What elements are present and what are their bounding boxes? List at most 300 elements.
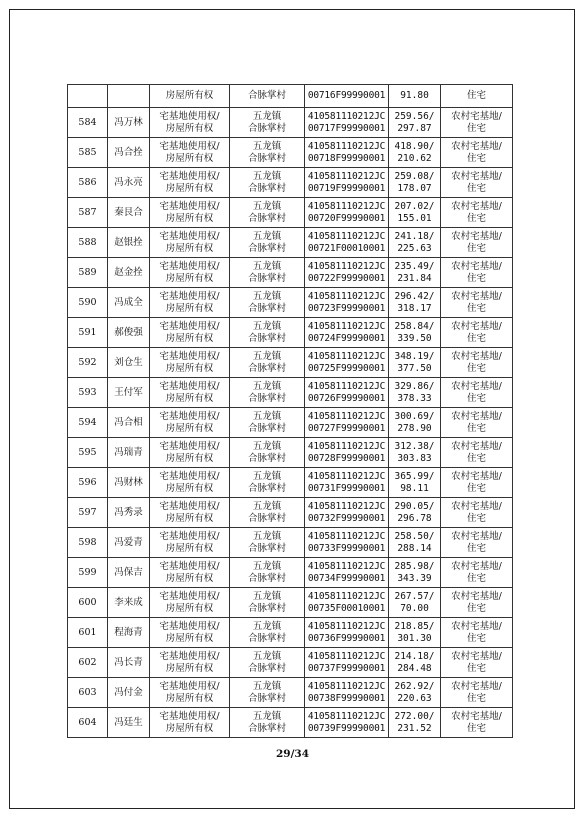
location-cell [230, 108, 305, 138]
unit-code-cell-line: 00733F99990001 [307, 542, 386, 554]
area-cell-line: 258.84/ [394, 320, 435, 332]
unit-code-cell-line: 00734F99990001 [307, 572, 386, 584]
use-cell [441, 438, 513, 468]
area-cell [389, 168, 441, 198]
use-cell-line: 农村宅基地/ [451, 200, 502, 212]
use-cell [441, 348, 513, 378]
right-type-cell [150, 558, 230, 588]
owner-name-cell: 冯秀录 [108, 498, 150, 528]
use-cell-line: 农村宅基地/ [451, 260, 502, 272]
location-cell-line: 合脉掌村 [247, 662, 286, 674]
owner-name-cell: 赵金拴 [108, 258, 150, 288]
unit-code-cell-line: 00732F99990001 [307, 512, 386, 524]
location-cell [230, 528, 305, 558]
unit-code-cell-line: 410581110212JC [307, 110, 386, 122]
use-cell-line: 住宅 [466, 662, 486, 674]
right-type-cell-line: 宅基地使用权/ [159, 530, 220, 542]
unit-code-cell-line: 410581110212JC [307, 350, 386, 362]
location-cell-line: 五龙镇 [252, 620, 282, 632]
use-cell-line: 住宅 [466, 302, 486, 314]
area-cell [389, 498, 441, 528]
right-type-cell-line: 房屋所有权 [165, 602, 214, 614]
use-cell-line: 农村宅基地/ [451, 410, 502, 422]
unit-code-cell [305, 378, 389, 408]
location-cell-line: 五龙镇 [252, 320, 282, 332]
unit-code-cell-line: 00736F99990001 [307, 632, 386, 644]
unit-code-cell-line: 410581110212JC [307, 170, 386, 182]
location-cell-line: 五龙镇 [252, 170, 282, 182]
row-number-cell: 584 [68, 108, 108, 138]
location-cell-line: 合脉掌村 [247, 332, 286, 344]
location-cell [230, 498, 305, 528]
unit-code-cell [305, 258, 389, 288]
location-cell-line: 合脉掌村 [247, 572, 286, 584]
table-row [68, 378, 513, 408]
use-cell: 住宅 [441, 85, 513, 108]
unit-code-cell-line: 410581110212JC [307, 380, 386, 392]
area-cell-line: 288.14 [397, 542, 432, 554]
use-cell [441, 318, 513, 348]
right-type-cell-line: 房屋所有权 [165, 722, 214, 734]
unit-code-cell-line: 410581110212JC [307, 410, 386, 422]
owner-name-cell: 冯瑞青 [108, 438, 150, 468]
right-type-cell-line: 房屋所有权 [165, 662, 214, 674]
use-cell [441, 708, 513, 738]
use-cell-line: 农村宅基地/ [451, 500, 502, 512]
table-row [68, 258, 513, 288]
location-cell-line: 五龙镇 [252, 560, 282, 572]
area-cell-line: 296.42/ [394, 290, 435, 302]
right-type-cell [150, 438, 230, 468]
area-cell-line: 365.99/ [394, 470, 435, 482]
table-row [68, 528, 513, 558]
right-type-cell-line: 宅基地使用权/ [159, 350, 220, 362]
table-row [68, 438, 513, 468]
area-cell-line: 297.87 [397, 122, 432, 134]
unit-code-cell-line: 410581110212JC [307, 590, 386, 602]
unit-code-cell-line: 410581110212JC [307, 140, 386, 152]
location-cell [230, 348, 305, 378]
unit-code-cell [305, 708, 389, 738]
right-type-cell-line: 房屋所有权 [165, 512, 214, 524]
area-cell [389, 258, 441, 288]
use-cell-line: 住宅 [466, 332, 486, 344]
table-row [68, 228, 513, 258]
right-type-cell-line: 宅基地使用权/ [159, 710, 220, 722]
right-type-cell-line: 宅基地使用权/ [159, 620, 220, 632]
use-cell [441, 228, 513, 258]
area-cell-line: 278.90 [397, 422, 432, 434]
use-cell-line: 农村宅基地/ [451, 470, 502, 482]
right-type-cell: 房屋所有权 [150, 85, 230, 108]
row-number-cell: 586 [68, 168, 108, 198]
location-cell-line: 合脉掌村 [247, 722, 286, 734]
table-row [68, 558, 513, 588]
use-cell-line: 住宅 [466, 572, 486, 584]
use-cell-line: 住宅 [466, 272, 486, 284]
right-type-cell-line: 宅基地使用权/ [159, 200, 220, 212]
owner-name-cell: 赵银拴 [108, 228, 150, 258]
owner-name-cell: 冯永亮 [108, 168, 150, 198]
unit-code-cell-line: 00726F99990001 [307, 392, 386, 404]
area-cell-line: 296.78 [397, 512, 432, 524]
row-number-cell: 599 [68, 558, 108, 588]
unit-code-cell [305, 678, 389, 708]
area-cell [389, 348, 441, 378]
use-cell-line: 住宅 [466, 692, 486, 704]
area-cell-line: 418.90/ [394, 140, 435, 152]
location-cell-line: 合脉掌村 [247, 632, 286, 644]
right-type-cell-line: 房屋所有权 [165, 242, 214, 254]
use-cell-line: 农村宅基地/ [451, 710, 502, 722]
location-cell-line: 合脉掌村 [247, 452, 286, 464]
use-cell-line: 住宅 [466, 482, 486, 494]
row-number-cell: 603 [68, 678, 108, 708]
location-cell-line: 合脉掌村 [247, 692, 286, 704]
owner-name-cell: 冯万林 [108, 108, 150, 138]
location-cell-line: 合脉掌村 [247, 122, 286, 134]
row-number-cell: 597 [68, 498, 108, 528]
use-cell [441, 168, 513, 198]
unit-code-cell [305, 528, 389, 558]
owner-name-cell: 冯廷生 [108, 708, 150, 738]
table-row [68, 85, 513, 108]
table-row [68, 168, 513, 198]
location-cell-line: 合脉掌村 [247, 182, 286, 194]
use-cell-line: 农村宅基地/ [451, 230, 502, 242]
row-number-cell: 592 [68, 348, 108, 378]
right-type-cell-line: 房屋所有权 [165, 332, 214, 344]
area-cell [389, 408, 441, 438]
use-cell-line: 住宅 [466, 542, 486, 554]
use-cell-line: 住宅 [466, 242, 486, 254]
use-cell [441, 408, 513, 438]
right-type-cell [150, 138, 230, 168]
area-cell-line: 259.08/ [394, 170, 435, 182]
area-cell-line: 312.38/ [394, 440, 435, 452]
area-cell-line: 218.85/ [394, 620, 435, 632]
location-cell [230, 468, 305, 498]
use-cell [441, 618, 513, 648]
unit-code-cell-line: 00721F00010001 [307, 242, 386, 254]
use-cell-line: 住宅 [466, 632, 486, 644]
right-type-cell [150, 408, 230, 438]
row-number-cell [68, 85, 108, 108]
owner-name-cell: 冯保吉 [108, 558, 150, 588]
location-cell-line: 五龙镇 [252, 590, 282, 602]
row-number-cell: 600 [68, 588, 108, 618]
right-type-cell-line: 宅基地使用权/ [159, 590, 220, 602]
use-cell-line: 农村宅基地/ [451, 170, 502, 182]
row-number-cell: 585 [68, 138, 108, 168]
area-cell [389, 138, 441, 168]
right-type-cell-line: 宅基地使用权/ [159, 230, 220, 242]
table-row [68, 498, 513, 528]
area-cell [389, 318, 441, 348]
area-cell-line: 343.39 [397, 572, 432, 584]
area-cell-line: 235.49/ [394, 260, 435, 272]
use-cell-line: 农村宅基地/ [451, 560, 502, 572]
location-cell-line: 五龙镇 [252, 380, 282, 392]
location-cell [230, 198, 305, 228]
area-cell-line: 267.57/ [394, 590, 435, 602]
property-registry-table [67, 84, 513, 738]
location-cell-line: 合脉掌村 [247, 302, 286, 314]
area-cell-line: 284.48 [397, 662, 432, 674]
right-type-cell [150, 588, 230, 618]
owner-name-cell: 冯付金 [108, 678, 150, 708]
use-cell-line: 住宅 [466, 602, 486, 614]
use-cell-line: 农村宅基地/ [451, 350, 502, 362]
right-type-cell [150, 678, 230, 708]
use-cell [441, 258, 513, 288]
right-type-cell-line: 房屋所有权 [165, 392, 214, 404]
right-type-cell [150, 468, 230, 498]
table-row [68, 348, 513, 378]
unit-code-cell [305, 108, 389, 138]
use-cell-line: 住宅 [466, 362, 486, 374]
table-row [68, 318, 513, 348]
area-cell-line: 272.00/ [394, 710, 435, 722]
use-cell [441, 588, 513, 618]
use-cell-line: 农村宅基地/ [451, 650, 502, 662]
use-cell-line: 农村宅基地/ [451, 320, 502, 332]
right-type-cell [150, 168, 230, 198]
right-type-cell-line: 宅基地使用权/ [159, 500, 220, 512]
unit-code-cell [305, 288, 389, 318]
unit-code-cell-line: 410581110212JC [307, 650, 386, 662]
table-row [68, 678, 513, 708]
unit-code-cell-line: 410581110212JC [307, 500, 386, 512]
right-type-cell-line: 宅基地使用权/ [159, 560, 220, 572]
location-cell-line: 五龙镇 [252, 440, 282, 452]
area-cell [389, 528, 441, 558]
right-type-cell-line: 房屋所有权 [165, 182, 214, 194]
location-cell-line: 五龙镇 [252, 110, 282, 122]
unit-code-cell-line: 00723F99990001 [307, 302, 386, 314]
unit-code-cell-line: 00725F99990001 [307, 362, 386, 374]
location-cell-line: 合脉掌村 [247, 512, 286, 524]
area-cell-line: 262.92/ [394, 680, 435, 692]
unit-code-cell-line: 00722F99990001 [307, 272, 386, 284]
unit-code-cell-line: 410581110212JC [307, 680, 386, 692]
use-cell-line: 农村宅基地/ [451, 530, 502, 542]
owner-name-cell: 冯成全 [108, 288, 150, 318]
unit-code-cell-line: 410581110212JC [307, 560, 386, 572]
unit-code-cell [305, 198, 389, 228]
owner-name-cell: 冯财林 [108, 468, 150, 498]
right-type-cell [150, 528, 230, 558]
use-cell [441, 528, 513, 558]
location-cell [230, 288, 305, 318]
right-type-cell-line: 房屋所有权 [165, 572, 214, 584]
location-cell-line: 五龙镇 [252, 650, 282, 662]
unit-code-cell [305, 468, 389, 498]
unit-code-cell-line: 00731F99990001 [307, 482, 386, 494]
unit-code-cell-line: 00717F99990001 [307, 122, 386, 134]
right-type-cell-line: 房屋所有权 [165, 212, 214, 224]
area-cell-line: 231.52 [397, 722, 432, 734]
area-cell-line: 214.18/ [394, 650, 435, 662]
use-cell-line: 农村宅基地/ [451, 680, 502, 692]
area-cell: 91.80 [389, 85, 441, 108]
unit-code-cell-line: 00727F99990001 [307, 422, 386, 434]
unit-code-cell: 00716F99990001 [305, 85, 389, 108]
page-number-separator: / [290, 748, 295, 760]
use-cell-line: 住宅 [466, 122, 486, 134]
use-cell-line: 住宅 [466, 392, 486, 404]
location-cell [230, 228, 305, 258]
location-cell-line: 五龙镇 [252, 680, 282, 692]
area-cell [389, 588, 441, 618]
row-number-cell: 602 [68, 648, 108, 678]
location-cell-line: 合脉掌村 [247, 392, 286, 404]
table-row [68, 288, 513, 318]
location-cell-line: 合脉掌村 [247, 242, 286, 254]
right-type-cell [150, 198, 230, 228]
unit-code-cell-line: 00718F99990001 [307, 152, 386, 164]
unit-code-cell-line: 00724F99990001 [307, 332, 386, 344]
unit-code-cell-line: 410581110212JC [307, 530, 386, 542]
area-cell-line: 231.84 [397, 272, 432, 284]
right-type-cell [150, 318, 230, 348]
right-type-cell [150, 288, 230, 318]
location-cell-line: 合脉掌村 [247, 602, 286, 614]
table-row [68, 408, 513, 438]
table-row [68, 468, 513, 498]
area-cell-line: 70.00 [400, 602, 429, 614]
right-type-cell [150, 108, 230, 138]
location-cell [230, 678, 305, 708]
right-type-cell-line: 宅基地使用权/ [159, 110, 220, 122]
location-cell-line: 五龙镇 [252, 260, 282, 272]
page-number [0, 748, 585, 760]
row-number-cell: 598 [68, 528, 108, 558]
area-cell-line: 285.98/ [394, 560, 435, 572]
area-cell [389, 558, 441, 588]
right-type-cell-line: 宅基地使用权/ [159, 290, 220, 302]
unit-code-cell-line: 410581110212JC [307, 200, 386, 212]
location-cell-line: 五龙镇 [252, 350, 282, 362]
use-cell-line: 住宅 [466, 512, 486, 524]
area-cell-line: 207.02/ [394, 200, 435, 212]
row-number-cell: 604 [68, 708, 108, 738]
right-type-cell-line: 宅基地使用权/ [159, 680, 220, 692]
area-cell [389, 288, 441, 318]
unit-code-cell-line: 00738F99990001 [307, 692, 386, 704]
unit-code-cell [305, 558, 389, 588]
unit-code-cell [305, 648, 389, 678]
right-type-cell-line: 房屋所有权 [165, 632, 214, 644]
unit-code-cell-line: 410581110212JC [307, 440, 386, 452]
registry-body [68, 85, 513, 738]
area-cell-line: 220.63 [397, 692, 432, 704]
row-number-cell: 593 [68, 378, 108, 408]
area-cell-line: 259.56/ [394, 110, 435, 122]
location-cell [230, 438, 305, 468]
use-cell [441, 498, 513, 528]
row-number-cell: 601 [68, 618, 108, 648]
right-type-cell-line: 房屋所有权 [165, 422, 214, 434]
area-cell-line: 301.30 [397, 632, 432, 644]
use-cell-line: 住宅 [466, 212, 486, 224]
right-type-cell-line: 宅基地使用权/ [159, 470, 220, 482]
unit-code-cell-line: 410581110212JC [307, 470, 386, 482]
row-number-cell: 590 [68, 288, 108, 318]
unit-code-cell-line: 00739F99990001 [307, 722, 386, 734]
right-type-cell [150, 618, 230, 648]
area-cell-line: 155.01 [397, 212, 432, 224]
area-cell-line: 225.63 [397, 242, 432, 254]
unit-code-cell-line: 410581110212JC [307, 620, 386, 632]
unit-code-cell [305, 438, 389, 468]
right-type-cell-line: 宅基地使用权/ [159, 260, 220, 272]
location-cell-line: 五龙镇 [252, 530, 282, 542]
table-row [68, 588, 513, 618]
unit-code-cell-line: 410581110212JC [307, 290, 386, 302]
right-type-cell [150, 648, 230, 678]
area-cell-line: 378.33 [397, 392, 432, 404]
unit-code-cell-line: 410581110212JC [307, 230, 386, 242]
table-row [68, 108, 513, 138]
table-row [68, 138, 513, 168]
right-type-cell-line: 房屋所有权 [165, 452, 214, 464]
right-type-cell [150, 258, 230, 288]
owner-name-cell: 刘仓生 [108, 348, 150, 378]
right-type-cell-line: 房屋所有权 [165, 152, 214, 164]
use-cell-line: 住宅 [466, 152, 486, 164]
use-cell-line: 住宅 [466, 722, 486, 734]
area-cell [389, 708, 441, 738]
use-cell-line: 农村宅基地/ [451, 590, 502, 602]
location-cell [230, 378, 305, 408]
right-type-cell-line: 房屋所有权 [165, 692, 214, 704]
table-row [68, 648, 513, 678]
page-number-total: 34 [294, 748, 310, 760]
area-cell-line: 210.62 [397, 152, 432, 164]
use-cell-line: 农村宅基地/ [451, 380, 502, 392]
area-cell-line: 241.18/ [394, 230, 435, 242]
use-cell-line: 住宅 [466, 452, 486, 464]
unit-code-cell-line: 00737F99990001 [307, 662, 386, 674]
row-number-cell: 589 [68, 258, 108, 288]
right-type-cell-line: 房屋所有权 [165, 362, 214, 374]
location-cell-line: 合脉掌村 [247, 152, 286, 164]
page-number-current: 29 [275, 748, 291, 760]
unit-code-cell [305, 588, 389, 618]
owner-name-cell [108, 85, 150, 108]
right-type-cell-line: 房屋所有权 [165, 482, 214, 494]
area-cell [389, 468, 441, 498]
owner-name-cell: 冯合拴 [108, 138, 150, 168]
unit-code-cell [305, 498, 389, 528]
location-cell [230, 318, 305, 348]
use-cell [441, 378, 513, 408]
right-type-cell [150, 348, 230, 378]
use-cell-line: 农村宅基地/ [451, 620, 502, 632]
unit-code-cell-line: 410581110212JC [307, 710, 386, 722]
area-cell-line: 339.50 [397, 332, 432, 344]
right-type-cell-line: 宅基地使用权/ [159, 410, 220, 422]
location-cell [230, 618, 305, 648]
row-number-cell: 588 [68, 228, 108, 258]
unit-code-cell [305, 168, 389, 198]
use-cell [441, 138, 513, 168]
right-type-cell-line: 宅基地使用权/ [159, 650, 220, 662]
area-cell-line: 377.50 [397, 362, 432, 374]
location-cell-line: 五龙镇 [252, 470, 282, 482]
area-cell-line: 98.11 [400, 482, 429, 494]
